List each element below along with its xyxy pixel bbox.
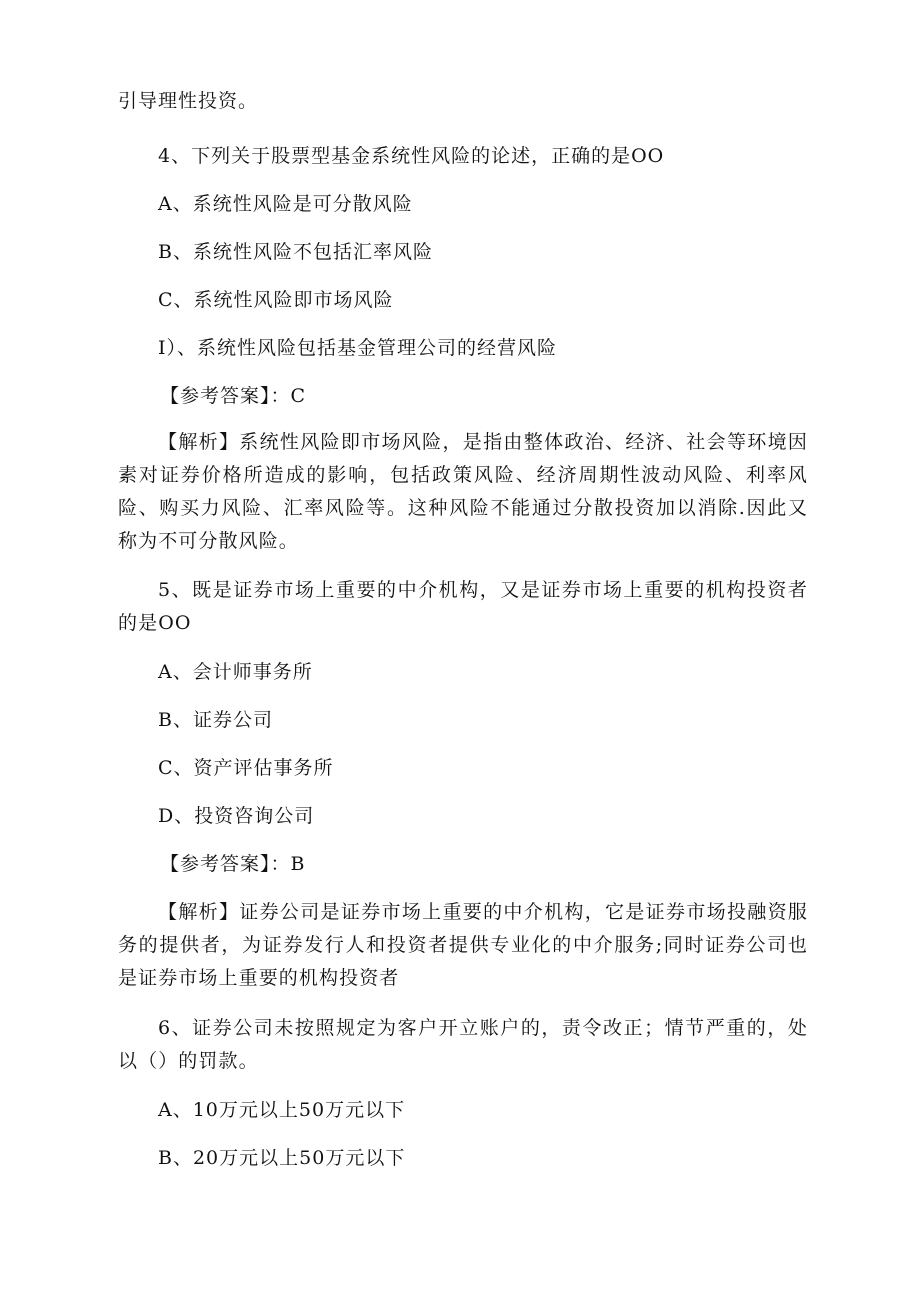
question-4-answer: 【参考答案】：C <box>160 385 307 407</box>
question-5-answer: 【参考答案】：B <box>160 853 306 875</box>
question-4-option-a: A、系统性风险是可分散风险 <box>158 193 413 215</box>
question-5-option-b: B、证券公司 <box>158 709 273 731</box>
question-4-option-b: B、系统性风险不包括汇率风险 <box>158 241 433 263</box>
intro-text: 引导理性投资。 <box>118 90 259 112</box>
question-5-option-d: D、投资咨询公司 <box>158 805 315 827</box>
question-4-option-c: C、系统性风险即市场风险 <box>158 289 394 311</box>
question-4-analysis: 【解析】系统性风险即市场风险，是指由整体政治、经济、社会等环境因素对证券价格所造成的影响，包括政策风险、经济周期性波动风险、利率风险、购买力风险、汇率风险等。这种风险不能通过分散投资加以消除.因此又称为不可分散风险。 <box>118 431 808 552</box>
question-4-option-d: I）、系统性风险包括基金管理公司的经营风险 <box>158 337 558 359</box>
question-5-stem: 5、既是证券市场上重要的中介机构，又是证券市场上重要的机构投资者的是OO <box>118 579 808 634</box>
question-6-option-b: B、20万元以上50万元以下 <box>158 1147 406 1169</box>
question-5-analysis: 【解析】证券公司是证券市场上重要的中介机构，它是证券市场投融资服务的提供者，为证券发行人和投资者提供专业化的中介服务;同时证券公司也是证券市场上重要的机构投资者 <box>118 901 808 989</box>
question-6-stem: 6、证券公司未按照规定为客户开立账户的，责令改正；情节严重的，处以（）的罚款。 <box>118 1017 808 1072</box>
question-5-option-a: A、会计师事务所 <box>158 661 313 683</box>
question-5-option-c: C、资产评估事务所 <box>158 757 334 779</box>
question-4-stem: 4、下列关于股票型基金系统性风险的论述，正确的是OO <box>158 145 665 167</box>
question-6-option-a: A、10万元以上50万元以下 <box>158 1099 406 1121</box>
